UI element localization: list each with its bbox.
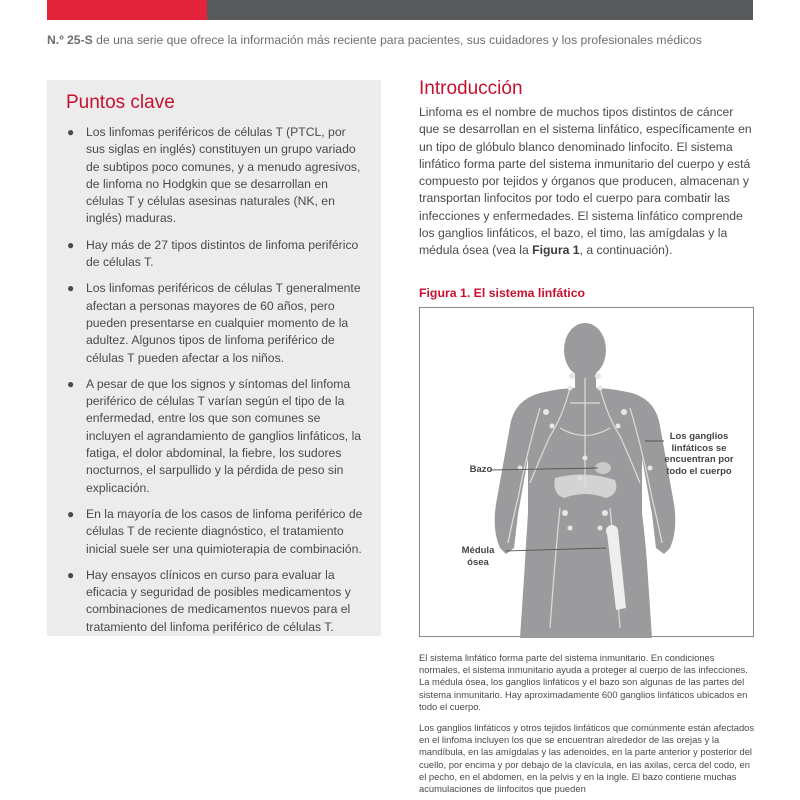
key-point-item: ● En la mayoría de los casos de linfoma periférico de células T de reciente diagnóstico, el tratamiento inicial suele ser una quimioterapia de combinación.: [67, 506, 363, 556]
bullet-icon: ●: [67, 125, 75, 139]
top-bar-gray-segment: [207, 0, 753, 20]
bullet-icon: ●: [67, 567, 75, 582]
introduction-title: Introducción: [419, 78, 523, 99]
introduction-text: Linfoma es el nombre de muchos tipos distintos de cáncer que se desarrollan en el sistema linfático, específicamente en un tipo de glóbulo blanco denominado linfocito. El sistema linfático forma parte del sistema inmunitario del cuerpo y está compuesto por tejidos y órganos que producen, almacenan y transportan linfocitos por todo el cuerpo para combatir las infecciones y enfermedades. El sistema linfático comprende los ganglios linfáticos, el bazo, el timo, las amígdalas y la médula ósea (vea la Figura 1, a continuación).: [419, 105, 752, 258]
bullet-icon: ●: [67, 506, 75, 521]
top-bar-red-segment: [47, 0, 207, 20]
figure-caption: [419, 652, 755, 800]
series-description: de una serie que ofrece la información más reciente para pacientes, sus cuidadores y los profesionales médicos: [92, 33, 702, 47]
label-spleen: Bazo: [469, 464, 493, 475]
bullet-icon: ●: [67, 281, 75, 296]
top-color-bar: [47, 0, 753, 20]
key-point-item: ● Los linfomas periféricos de células T (PTCL, por sus siglas en inglés) constituyen un grupo variado de subtipos poco comunes, y a menudo agresivos, de linfoma no Hodgkin que se desarrollan en células T y células asesinas naturales (NK, en inglés) maduras.: [67, 125, 361, 226]
key-points-title: Puntos clave: [66, 92, 175, 113]
key-points-list: [66, 124, 367, 636]
key-point-item: ● Hay ensayos clínicos en curso para evaluar la eficacia y seguridad de posibles medicamentos y combinaciones de medicamentos nuevos para el tratamiento del linfoma periférico de células T.: [67, 567, 351, 634]
introduction-section: [419, 78, 755, 260]
series-number: N.º 25-S: [47, 33, 93, 47]
figure-reference: Figura 1: [532, 243, 580, 258]
caption-paragraph: El sistema linfático forma parte del sistema inmunitario. En condiciones normales, el sistema inmunitario ayuda a proteger al cuerpo de las infecciones. La médula ósea, los ganglios linfáticos y el bazo son algunas de las partes del sistema inmunitario. Hay aproximadamente 600 ganglios linfáticos ubicados en todo el cuerpo.: [419, 652, 748, 712]
key-point-item: ● Los linfomas periféricos de células T generalmente afectan a personas mayores de 60 años, pero pueden presentarse en cualquier momento de la adultez. Algunos tipos de linfoma periférico de células T pueden afectar a los niños.: [67, 281, 361, 365]
label-lymph-nodes: Los ganglios linfáticos se encuentran por todo el cuerpo: [664, 431, 734, 477]
key-point-item: ● Hay más de 27 tipos distintos de linfoma periférico de células T.: [67, 237, 359, 270]
figure-title: Figura 1. El sistema linfático: [419, 286, 586, 300]
key-points-panel: [47, 80, 381, 636]
figure-box: [419, 307, 754, 637]
bullet-icon: ●: [67, 376, 75, 391]
series-line: [47, 33, 757, 47]
bullet-icon: ●: [67, 237, 75, 252]
key-point-item: ● A pesar de que los signos y síntomas del linfoma periférico de células T varían según el tipo de la enfermedad, entre los que son comunes se incluyen el agrandamiento de ganglios linfáticos, la fatiga, el dolor abdominal, la fiebre, los sudores nocturnos, el sarpullido y la pérdida de peso sin explicación.: [67, 376, 362, 495]
caption-paragraph: Los ganglios linfáticos y otros tejidos linfáticos que comúnmente están afectados en el linfoma incluyen los que se encuentran alrededor de las orejas y la mandíbula, en las amígdalas y las adenoides, en la parte anterior y posterior del cuello, por encima y por debajo de la clavícula, en las axilas, cerca del codo, en el pecho, en el abdomen, en la pelvis y en la ingle. El bazo contiene muchas acumulaciones de linfocitos que pueden: [419, 722, 755, 795]
label-bone-marrow: Médula ósea: [461, 545, 495, 568]
